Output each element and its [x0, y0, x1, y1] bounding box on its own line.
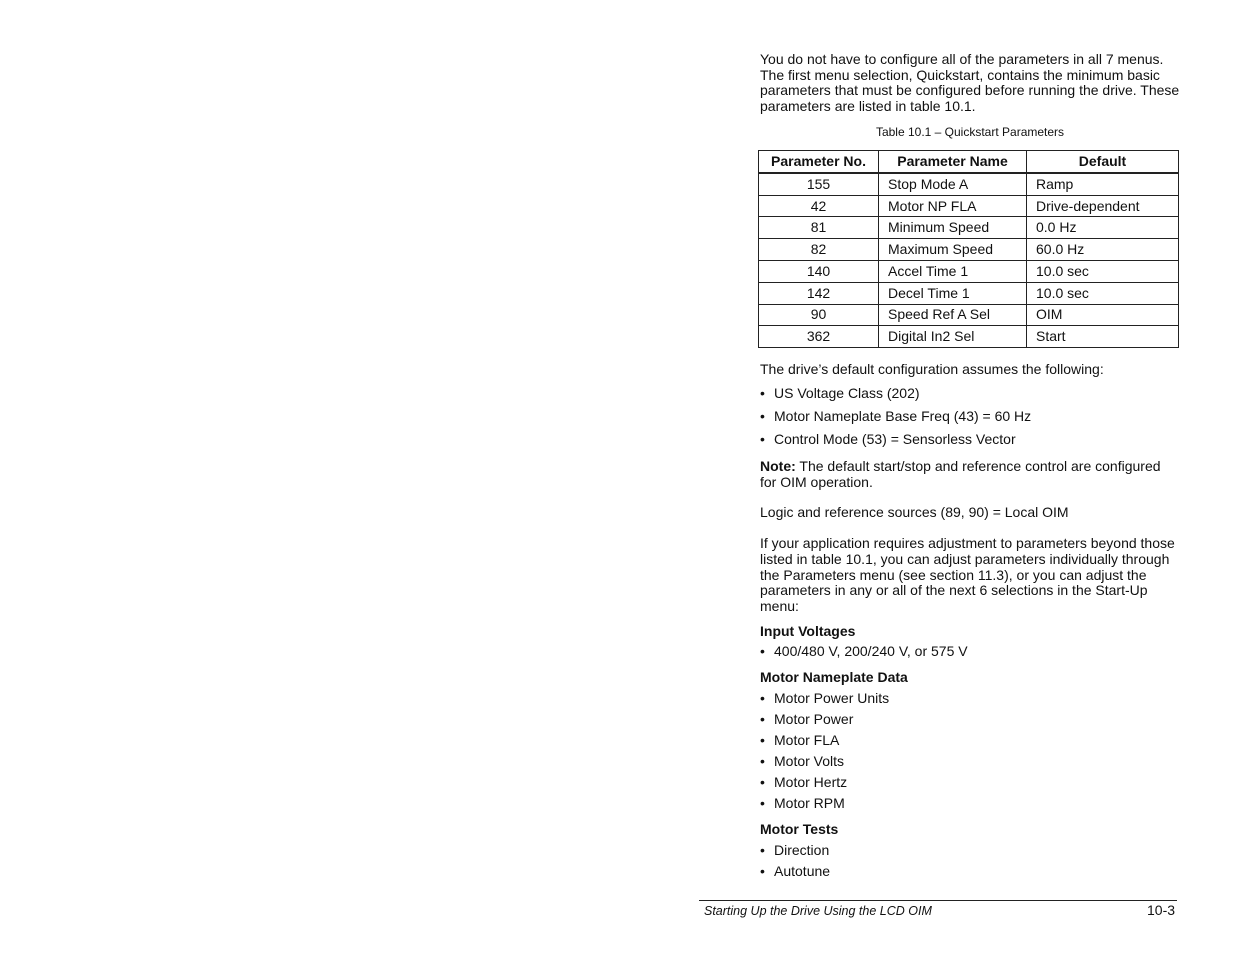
note-paragraph	[760, 459, 1180, 490]
table-row	[759, 326, 1179, 348]
list-item: • US Voltage Class (202)	[760, 386, 1180, 402]
adjustment-paragraph: If your application requires adjustment to parameters beyond those listed in table 10.1, you can adjust parameters individually through the Parameters menu (see section 11.3), or you can adjust the parameters in any or all of the next 6 selections in the Start-Up menu:	[760, 535, 1175, 614]
parameter-default: 10.0 sec	[1027, 261, 1179, 283]
list-item: • Motor FLA	[760, 733, 1180, 749]
table-row	[759, 261, 1179, 283]
table-row	[759, 304, 1179, 326]
parameter-default: 0.0 Hz	[1027, 217, 1179, 239]
parameter-name: Minimum Speed	[879, 217, 1027, 239]
list-item: • Direction	[760, 843, 1180, 859]
table-row	[759, 217, 1179, 239]
quickstart-parameters-table	[758, 150, 1179, 348]
defaults-lead: The drive’s default configuration assumes the following:	[760, 361, 1104, 378]
parameter-number: 140	[759, 261, 879, 283]
parameter-default: Ramp	[1027, 173, 1179, 195]
page-content	[760, 52, 1180, 885]
motor-tests-list	[760, 843, 1180, 880]
intro-paragraph: You do not have to configure all of the parameters in all 7 menus. The first menu selection, Quickstart, contains the minimum basic parameters that must be configured before running the drive. These parameters are listed in table 10.1.	[760, 51, 1180, 115]
parameter-default: 10.0 sec	[1027, 282, 1179, 304]
header-parameter-name: Parameter Name	[879, 150, 1027, 173]
section-heading-input-voltages: Input Voltages	[760, 622, 856, 639]
parameter-default: 60.0 Hz	[1027, 239, 1179, 261]
note-text: The default start/stop and reference control are configured for OIM operation.	[760, 458, 1161, 490]
list-item: • Motor Power	[760, 712, 1180, 728]
page-number: 10-3	[1147, 902, 1176, 918]
parameter-number: 155	[759, 173, 879, 195]
parameter-name: Stop Mode A	[879, 173, 1027, 195]
list-item: • Autotune	[760, 864, 1180, 880]
parameter-number: 82	[759, 239, 879, 261]
parameter-name: Decel Time 1	[879, 282, 1027, 304]
parameter-number: 90	[759, 304, 879, 326]
list-item: • Motor Power Units	[760, 691, 1180, 707]
footer-chapter-title: Starting Up the Drive Using the LCD OIM	[704, 904, 932, 918]
table-row	[759, 195, 1179, 217]
footer-divider	[699, 900, 1177, 901]
parameter-name: Accel Time 1	[879, 261, 1027, 283]
list-item: • Control Mode (53) = Sensorless Vector	[760, 432, 1180, 448]
list-item: • Motor RPM	[760, 796, 1180, 812]
header-default: Default	[1027, 150, 1179, 173]
list-item: • Motor Volts	[760, 754, 1180, 770]
parameter-number: 362	[759, 326, 879, 348]
parameter-name: Speed Ref A Sel	[879, 304, 1027, 326]
parameter-name: Motor NP FLA	[879, 195, 1027, 217]
list-item: • Motor Nameplate Base Freq (43) = 60 Hz	[760, 409, 1180, 425]
input-voltages-list	[760, 644, 1180, 660]
parameter-name: Digital In2 Sel	[879, 326, 1027, 348]
parameter-number: 142	[759, 282, 879, 304]
parameter-default: OIM	[1027, 304, 1179, 326]
header-parameter-no: Parameter No.	[759, 150, 879, 173]
list-item: • 400/480 V, 200/240 V, or 575 V	[760, 644, 1180, 660]
logic-sources-paragraph: Logic and reference sources (89, 90) = Local OIM	[760, 504, 1069, 521]
parameter-name: Maximum Speed	[879, 239, 1027, 261]
parameter-number: 42	[759, 195, 879, 217]
section-heading-motor-nameplate: Motor Nameplate Data	[760, 669, 908, 686]
defaults-list	[760, 386, 1180, 448]
table-row	[759, 282, 1179, 304]
parameter-number: 81	[759, 217, 879, 239]
table-row	[759, 173, 1179, 195]
table-caption: Table 10.1 – Quickstart Parameters	[875, 124, 1065, 139]
list-item: • Motor Hertz	[760, 775, 1180, 791]
note-label: Note:	[760, 458, 796, 474]
parameter-default: Drive-dependent	[1027, 195, 1179, 217]
section-heading-motor-tests: Motor Tests	[760, 820, 839, 837]
table-header-row	[759, 150, 1179, 173]
motor-nameplate-list	[760, 691, 1180, 812]
table-row	[759, 239, 1179, 261]
parameter-default: Start	[1027, 326, 1179, 348]
